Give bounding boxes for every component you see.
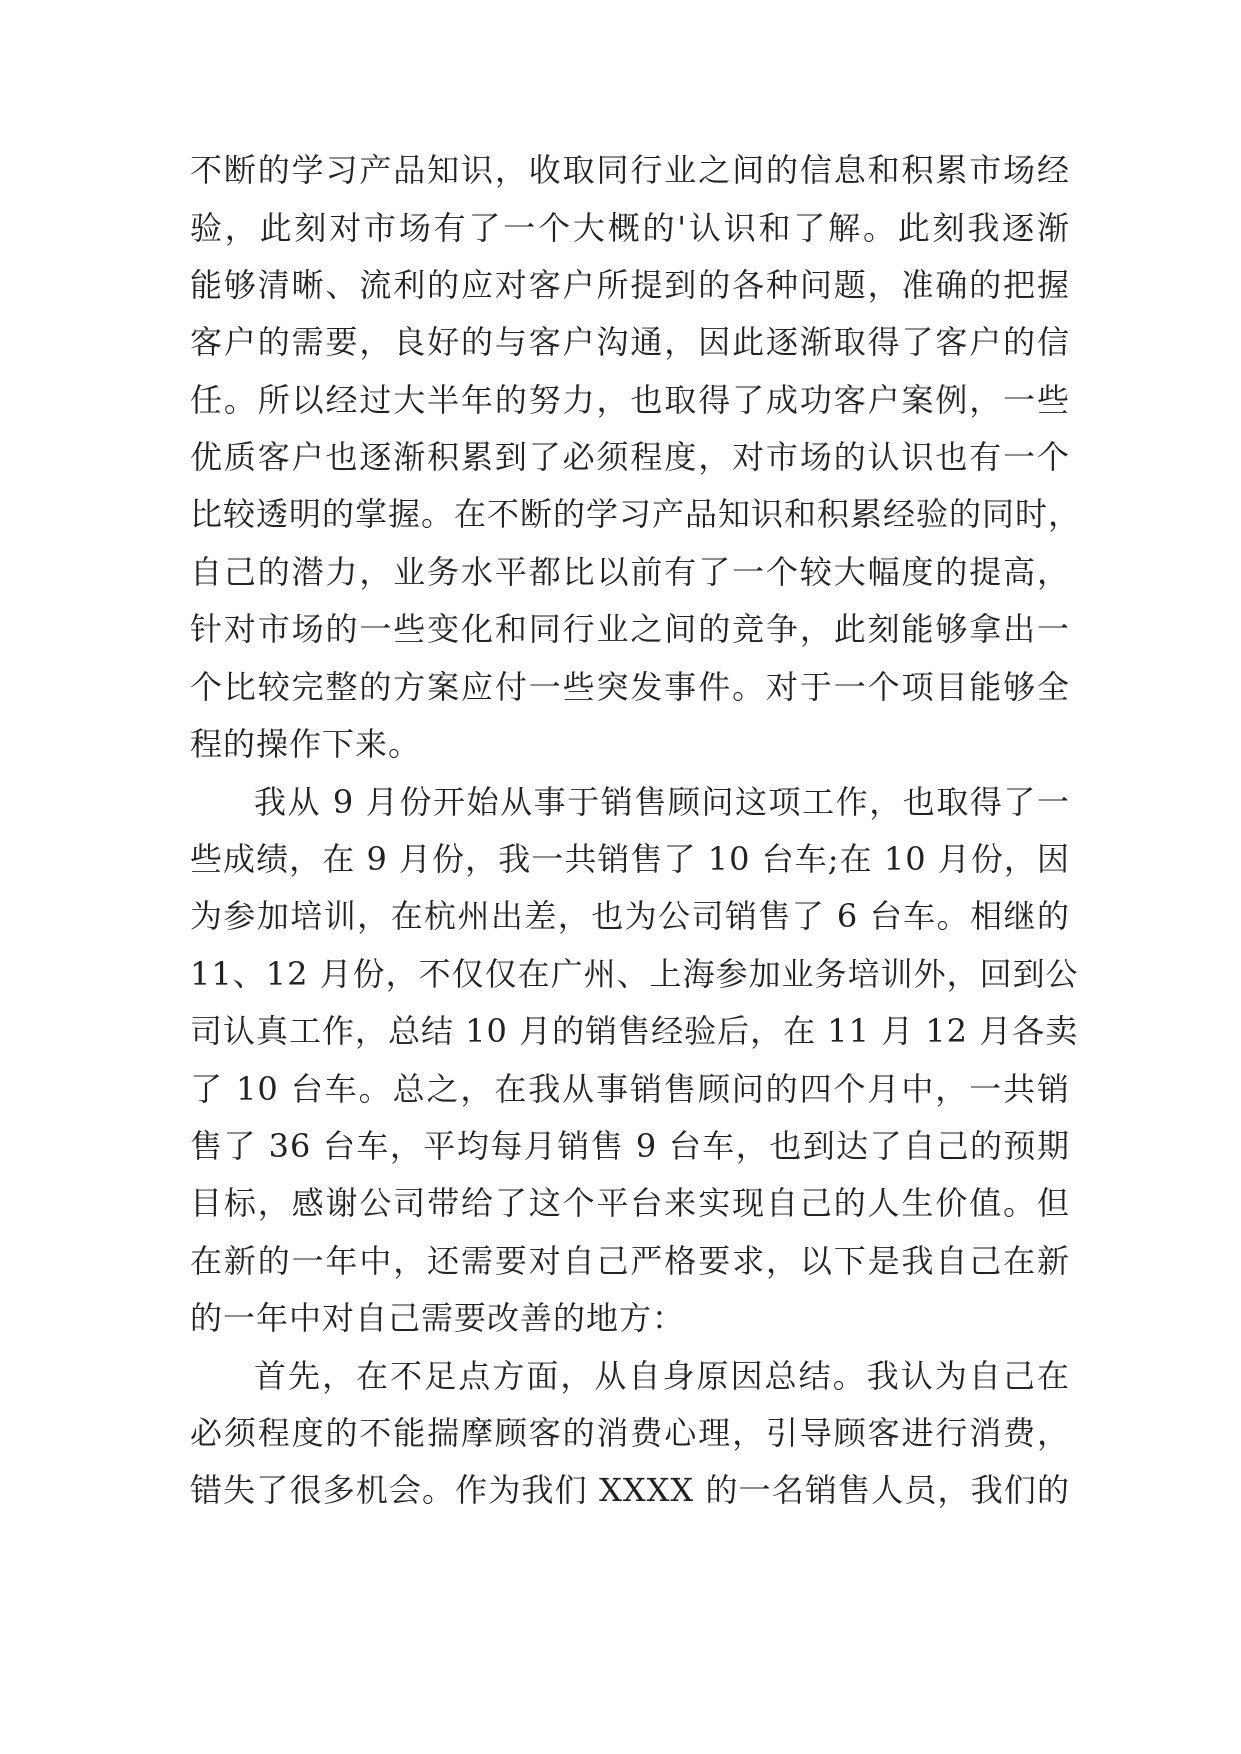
paragraph-line: 首先，在不足点方面，从自身原因总结。我认为自己在 bbox=[254, 1357, 1070, 1395]
paragraph-line: 目标，感谢公司带给了这个平台来实现自己的人生价值。但 bbox=[190, 1184, 1070, 1222]
paragraph-line: 能够清晰、流利的应对客户所提到的各种问题，准确的把握 bbox=[190, 266, 1070, 304]
paragraph-line: 优质客户也逐渐积累到了必须程度，对市场的认识也有一个 bbox=[190, 438, 1070, 476]
paragraph-line: 错失了很多机会。作为我们 XXXX 的一名销售人员，我们的 bbox=[190, 1471, 1070, 1509]
paragraph-line: 任。所以经过大半年的努力，也取得了成功客户案例，一些 bbox=[190, 381, 1070, 419]
paragraph-line: 针对市场的一些变化和同行业之间的竞争，此刻能够拿出一 bbox=[190, 610, 1070, 648]
paragraph-line: 11、12 月份，不仅仅在广州、上海参加业务培训外，回到公 bbox=[190, 955, 1079, 993]
paragraph-line: 售了 36 台车，平均每月销售 9 台车，也到达了自己的预期 bbox=[190, 1127, 1070, 1165]
paragraph-line: 些成绩，在 9 月份，我一共销售了 10 台车;在 10 月份，因 bbox=[190, 840, 1070, 878]
paragraph-line: 在新的一年中，还需要对自己严格要求，以下是我自己在新 bbox=[190, 1242, 1070, 1280]
paragraph-line: 个比较完整的方案应付一些突发事件。对于一个项目能够全 bbox=[190, 668, 1070, 706]
paragraph-line: 我从 9 月份开始从事于销售顾问这项工作，也取得了一 bbox=[254, 783, 1070, 821]
paragraph-line: 司认真工作，总结 10 月的销售经验后，在 11 月 12 月各卖 bbox=[190, 1012, 1079, 1050]
paragraph-line: 了 10 台车。总之，在我从事销售顾问的四个月中，一共销 bbox=[190, 1070, 1070, 1108]
paragraph-line: 自己的潜力，业务水平都比以前有了一个较大幅度的提高， bbox=[190, 553, 1070, 591]
paragraph-line: 不断的学习产品知识，收取同行业之间的信息和积累市场经 bbox=[190, 151, 1070, 189]
paragraph-line: 验，此刻对市场有了一个大概的'认识和了解。此刻我逐渐 bbox=[190, 209, 1070, 247]
paragraph-line: 客户的需要，良好的与客户沟通，因此逐渐取得了客户的信 bbox=[190, 323, 1070, 361]
paragraph-line: 必须程度的不能揣摩顾客的消费心理，引导顾客进行消费， bbox=[190, 1414, 1070, 1452]
paragraph-line: 的一年中对自己需要改善的地方： bbox=[190, 1299, 686, 1337]
paragraph-line: 为参加培训，在杭州出差，也为公司销售了 6 台车。相继的 bbox=[190, 897, 1070, 935]
paragraph-line: 比较透明的掌握。在不断的学习产品知识和积累经验的同时， bbox=[190, 495, 1082, 533]
paragraph-line: 程的操作下来。 bbox=[190, 725, 422, 763]
